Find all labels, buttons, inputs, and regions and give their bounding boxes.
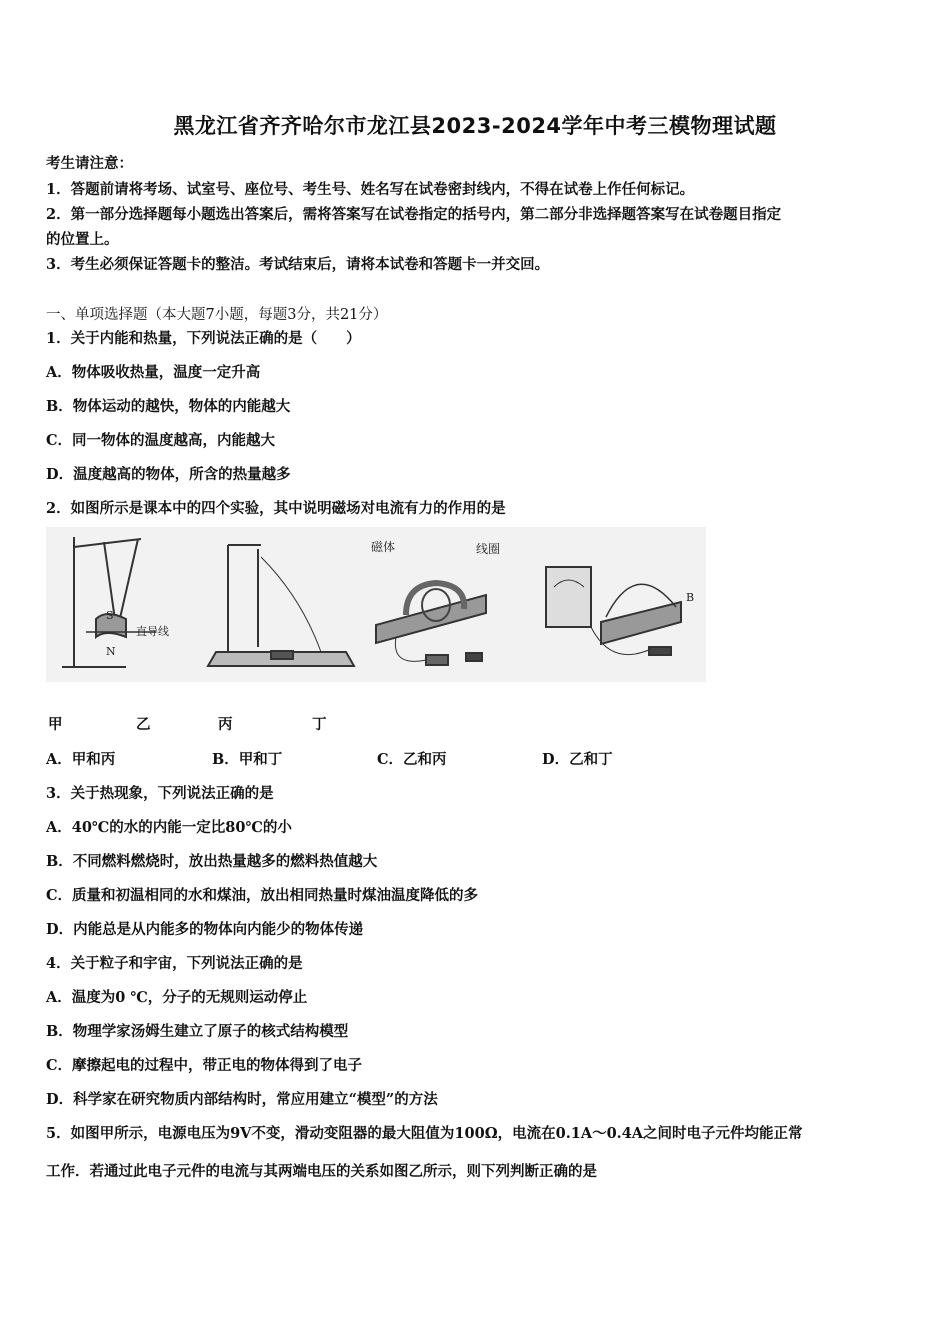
question-stem: 1．关于内能和热量，下列说法正确的是（ ） [46,330,361,347]
figure-sub-labels [0,713,950,735]
experiments-figure [46,527,706,682]
notice-heading: 考生请注意： [46,155,133,172]
option: B．不同燃料燃烧时，放出热量越多的燃料热值越大 [46,853,378,870]
option: A．40℃的水的内能一定比80℃的小 [46,819,292,836]
notice-item: 3．考生必须保证答题卡的整洁。考试结束后，请将本试卷和答题卡一并交回。 [46,256,550,273]
option: D．温度越高的物体，所含的热量越多 [46,466,291,483]
option: D．科学家在研究物质内部结构时，常应用建立“模型”的方法 [46,1091,438,1108]
label-s: S [106,609,114,622]
question-stem: 3．关于热现象，下列说法正确的是 [46,785,274,802]
option: C．乙和丙 [377,751,447,768]
label-magnet: 磁体 [371,540,396,554]
question-stem-cont: 工作．若通过此电子元件的电流与其两端电压的关系如图乙所示，则下列判断正确的是 [46,1163,597,1180]
label-yi: 乙 [136,716,151,733]
option: C．摩擦起电的过程中，带正电的物体得到了电子 [46,1057,363,1074]
notice-item: 的位置上。 [46,231,119,248]
notice-item: 1．答题前请将考场、试室号、座位号、考生号、姓名写在试卷密封线内，不得在试卷上作任何标记。 [46,181,695,198]
option: C．同一物体的温度越高，内能越大 [46,432,276,449]
question-stem: 2．如图所示是课本中的四个实验，其中说明磁场对电流有力的作用的是 [46,500,506,517]
option: A．温度为0 ℃，分子的无规则运动停止 [46,989,308,1006]
question-stem: 4．关于粒子和宇宙，下列说法正确的是 [46,955,303,972]
option: B．物体运动的越快，物体的内能越大 [46,398,291,415]
question-stem: 5．如图甲所示，电源电压为9V不变，滑动变阻器的最大阻值为100Ω，电流在0.1A～0.4A之间时电子元件均能正常 [46,1125,803,1142]
option: C．质量和初温相同的水和煤油，放出相同热量时煤油温度降低的多 [46,887,479,904]
option: B．物理学家汤姆生建立了原子的核式结构模型 [46,1023,349,1040]
label-wire: 直导线 [136,625,169,638]
page-title: 黑龙江省齐齐哈尔市龙江县2023-2024学年中考三模物理试题 [173,114,777,138]
option: D．乙和丁 [542,751,613,768]
label-jia: 甲 [48,716,63,733]
label-ding: 丁 [312,716,327,733]
label-b: B [686,591,695,604]
option: A．甲和丙 [46,751,116,768]
option: D．内能总是从内能多的物体向内能少的物体传递 [46,921,364,938]
label-n: N [106,645,116,658]
label-coil: 线圈 [476,542,501,556]
notice-item: 2．第一部分选择题每小题选出答案后，需将答案写在试卷指定的括号内，第二部分非选择题答案写在试卷题目指定 [46,206,782,223]
section-heading: 一、单项选择题（本大题7小题，每题3分，共21分） [46,307,388,323]
option: A．物体吸收热量，温度一定升高 [46,364,261,381]
label-bing: 丙 [218,716,233,733]
option: B．甲和丁 [212,751,283,768]
